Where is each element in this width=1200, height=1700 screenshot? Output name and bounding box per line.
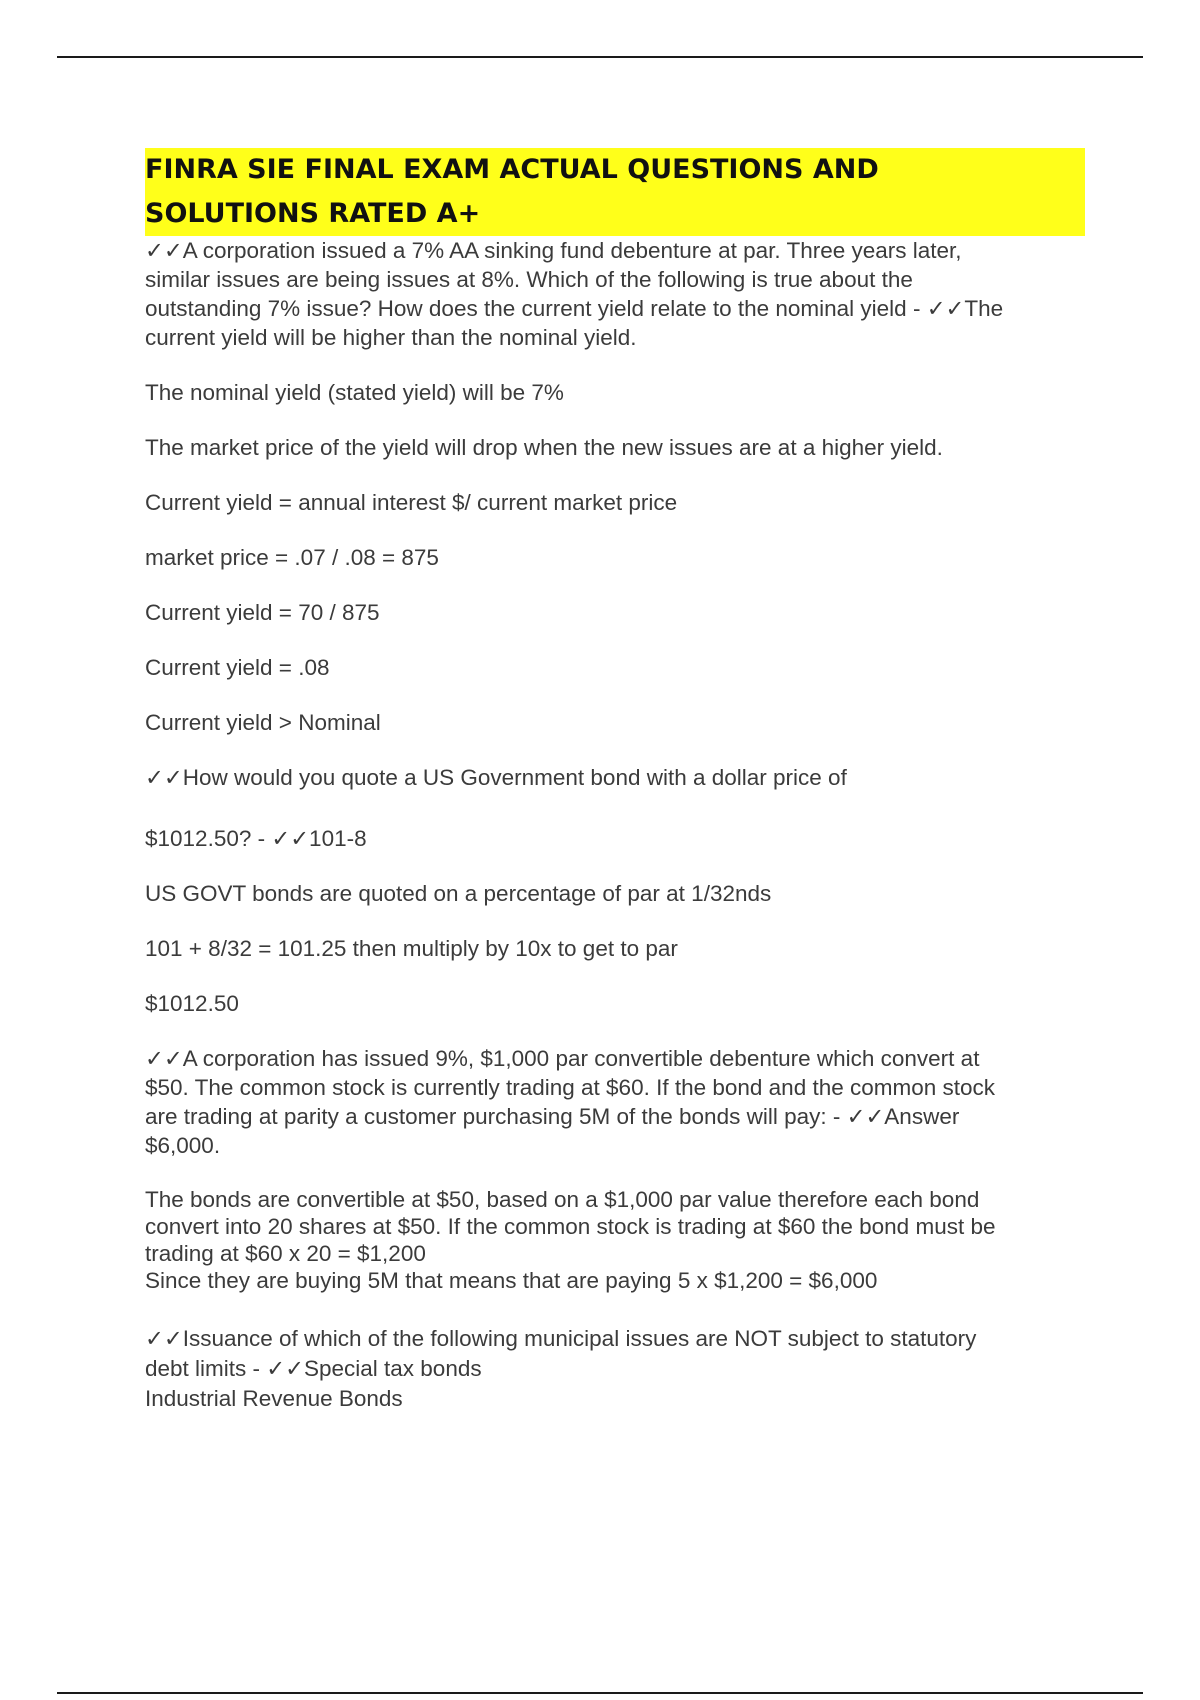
q2-answer: $1012.50? - ✓✓101-8 [145, 826, 367, 851]
q3-line: are trading at parity a customer purchasing 5M of the bonds will pay: - ✓✓Answer [145, 1104, 960, 1129]
q3-explanation-line: trading at $60 x 20 = $1,200 [145, 1241, 426, 1266]
q1-note: Current yield = annual interest $/ current market price [145, 490, 678, 515]
question-1 [145, 236, 1085, 352]
q1-note: market price = .07 / .08 = 875 [145, 545, 439, 570]
question-3 [145, 1044, 1085, 1160]
q4-line: ✓✓Issuance of which of the following municipal issues are NOT subject to statutory [145, 1326, 977, 1351]
question-4 [145, 1324, 1085, 1414]
title-line-2: SOLUTIONS RATED A+ [145, 198, 481, 229]
q3-explanation-line: The bonds are convertible at $50, based on a $1,000 par value therefore each bond [145, 1187, 980, 1212]
q2-note: 101 + 8/32 = 101.25 then multiply by 10x to get to par [145, 936, 678, 961]
q4-line: Industrial Revenue Bonds [145, 1386, 403, 1411]
document-title [145, 148, 1085, 236]
q1-line: current yield will be higher than the nominal yield. [145, 325, 637, 350]
q3-line: $6,000. [145, 1133, 221, 1158]
question-2: ✓✓How would you quote a US Government bond with a dollar price of [145, 765, 847, 790]
q1-note: Current yield = 70 / 875 [145, 600, 380, 625]
q3-line: $50. The common stock is currently trading at $60. If the bond and the common stock [145, 1075, 996, 1100]
title-line-1: FINRA SIE FINAL EXAM ACTUAL QUESTIONS AND [145, 154, 879, 185]
q3-explanation-line: Since they are buying 5M that means that are paying 5 x $1,200 = $6,000 [145, 1268, 878, 1293]
document-body [145, 148, 1085, 1414]
q1-note: The market price of the yield will drop when the new issues are at a higher yield. [145, 435, 943, 460]
q3-line: ✓✓A corporation has issued 9%, $1,000 par convertible debenture which convert at [145, 1046, 980, 1071]
q1-note: Current yield = .08 [145, 655, 330, 680]
q3-explanation-line: convert into 20 shares at $50. If the common stock is trading at $60 the bond must be [145, 1214, 996, 1239]
footer-rule [57, 1692, 1143, 1694]
q2-note: $1012.50 [145, 991, 239, 1016]
q1-line: similar issues are being issues at 8%. Which of the following is true about the [145, 267, 913, 292]
q1-line: outstanding 7% issue? How does the current yield relate to the nominal yield - ✓✓The [145, 296, 1004, 321]
q2-note: US GOVT bonds are quoted on a percentage of par at 1/32nds [145, 881, 772, 906]
header-rule [57, 56, 1143, 58]
q1-note: Current yield > Nominal [145, 710, 381, 735]
q3-explanation [145, 1186, 1085, 1294]
q1-line: ✓✓A corporation issued a 7% AA sinking fund debenture at par. Three years later, [145, 238, 962, 263]
q4-line: debt limits - ✓✓Special tax bonds [145, 1356, 482, 1381]
q1-note: The nominal yield (stated yield) will be 7% [145, 380, 564, 405]
